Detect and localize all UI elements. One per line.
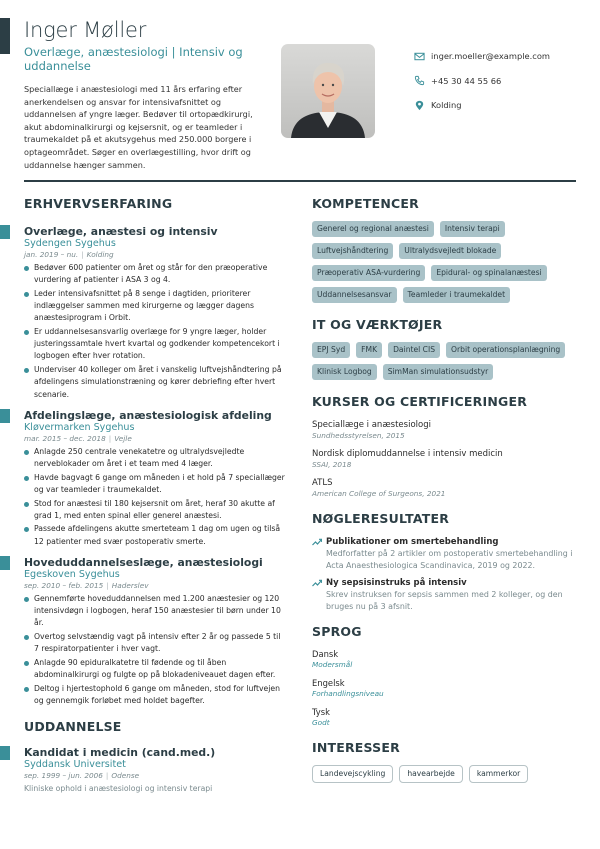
job-bullets (24, 593, 286, 707)
tool-tag: Orbit operationsplanlægning (446, 342, 565, 358)
job-dates: mar. 2015 – dec. 2018 (24, 433, 106, 443)
education-entry (24, 746, 286, 794)
language-level: Godt (312, 718, 330, 728)
job-entry (24, 556, 286, 707)
course-name: Nordisk diplomuddannelse i intensiv medicin (312, 449, 503, 459)
map-pin-icon (414, 100, 425, 111)
job-bullet: Havde bagvagt 6 gange om måneden i et hold på 7 speciallæger og var teamleder i traumekaldet. (24, 472, 286, 496)
result-description: Medforfatter på 2 artikler om postoperativ smertebehandling i Acta Anaesthesiologica Scandinavica, 2019 og 2022. (326, 549, 573, 570)
job-marker (0, 225, 10, 239)
results-heading: NØGLERESULTATER (312, 511, 450, 526)
profile-summary: Speciallæge i anæstesiologi med 11 års erfaring efter anerkendelsen og ansvar for intensivafsnittet og uddannelsen af yngre læger. Bedøver til ortopædkirurgi, akut abdominalkirurgi og kejsersnit, og er teamleder i traumekaldet på et akutsygehus med 250.000 borgere i optageområdet. Søger en overlægestilling, hvor drift og uddannelse hænger sammen. (24, 84, 253, 170)
interest-tag: kammerkor (469, 765, 528, 783)
course-org: American College of Surgeons, 2021 (312, 489, 446, 498)
competency-tag: Teamleder i traumekaldet (403, 287, 511, 303)
job-marker (0, 409, 10, 423)
competency-tags (312, 221, 576, 303)
languages-heading: SPROG (312, 624, 362, 640)
courses-heading: KURSER OG CERTIFICERINGER (312, 394, 528, 409)
language-item (312, 707, 576, 728)
result-item (312, 536, 576, 571)
competencies-heading: KOMPETENCER (312, 196, 419, 211)
job-location: Kolding (86, 250, 114, 259)
trend-up-icon (312, 538, 322, 546)
language-item (312, 678, 576, 699)
language-item (312, 649, 576, 670)
job-meta: sep. 2010 – feb. 2015 | Haderslev (24, 580, 149, 590)
language-name: Engelsk (312, 678, 345, 689)
job-company: Egeskoven Sygehus (24, 568, 120, 580)
job-bullet: Anlagde 250 centrale venekatetre og ultralydsvejledte nerveblokader om året i et team med 4 læger. (24, 446, 286, 470)
contact-email[interactable] (414, 44, 550, 69)
job-bullet: Er uddannelsesansvarlig overlæge for 9 yngre læger, holder justeringssamtale hvert kvartal og godkender kompetencekort i logbogen efter hver rotation. (24, 326, 286, 363)
result-item (312, 577, 576, 612)
course-list (312, 419, 576, 499)
candidate-name: Inger Møller (24, 18, 147, 42)
education-description: Kliniske ophold i anæstesiologi og intensiv terapi (24, 784, 213, 794)
language-list (312, 649, 576, 728)
contact-location (414, 93, 550, 118)
result-list (312, 536, 576, 612)
job-title: Overlæge, anæstesi og intensiv (24, 225, 218, 238)
trend-up-icon (312, 579, 322, 587)
tool-tag: Daintel CIS (388, 342, 440, 358)
language-name: Tysk (312, 707, 330, 718)
competency-tag: Ultralydsvejledt blokade (399, 243, 501, 259)
tools-heading: IT OG VÆRKTØJER (312, 317, 443, 332)
course-item (312, 419, 576, 441)
competency-tag: Epidural- og spinalanæstesi (431, 265, 546, 281)
language-level: Forhandlingsniveau (312, 689, 384, 699)
left-column (24, 196, 286, 802)
job-bullet: Overtog selvstændig vagt på intensiv efter 2 år og passede 5 til 7 respiratorpatienter i hver vagt. (24, 631, 286, 655)
education-dates: sep. 1999 – jun. 2006 (24, 771, 103, 781)
course-org: SSAI, 2018 (312, 460, 352, 469)
job-bullet: Deltog i hjertestophold 6 gange om måneden, stod for luftvejen og gennemgik forløbet med holdet bagefter. (24, 683, 286, 707)
profile-photo (281, 44, 375, 138)
job-bullets (24, 446, 286, 548)
tool-tag: SimMan simulationsudstyr (383, 364, 493, 380)
interest-tag: havearbejde (399, 765, 463, 783)
language-name: Dansk (312, 649, 339, 660)
course-item (312, 477, 576, 499)
job-bullet: Stod for anæstesi til 180 kejsersnit om året, heraf 30 akutte af grad 1, med enten spinal eller generel anæstesi. (24, 498, 286, 522)
job-marker (0, 556, 10, 570)
right-column (312, 196, 576, 797)
job-meta: jan. 2019 – nu. | Kolding (24, 250, 114, 259)
competency-tag: Generel og regional anæstesi (312, 221, 434, 237)
education-location: Odense (111, 771, 140, 781)
contact-phone[interactable] (414, 69, 550, 94)
job-bullet: Leder intensivafsnittet på 8 senge i dagtiden, prioriterer indlæggelser sammen med kirurgerne og lægger dagens anæstesiprogram i Orbit. (24, 288, 286, 325)
result-title: Publikationer om smertebehandling (326, 537, 499, 547)
course-org: Sundhedsstyrelsen, 2015 (312, 431, 405, 440)
job-bullet: Bedøver 600 patienter om året og står for den præoperative vurdering af patienter i ASA 3 og 4. (24, 262, 286, 286)
phone-text: +45 30 44 55 66 (431, 75, 502, 86)
location-text: Kolding (431, 100, 462, 111)
job-entry (24, 409, 286, 548)
job-location: Vejle (114, 433, 132, 443)
tool-tag: EPJ Syd (312, 342, 350, 358)
experience-heading: ERHVERVSERFARING (24, 196, 173, 211)
course-item (312, 448, 576, 470)
interests-heading: INTERESSER (312, 740, 400, 756)
course-name: Speciallæge i anæstesiologi (312, 420, 431, 430)
tool-tags (312, 342, 576, 380)
competency-tag: Uddannelsesansvar (312, 287, 397, 303)
header-accent-bar (0, 18, 10, 54)
degree-title: Kandidat i medicin (cand.med.) (24, 746, 216, 760)
competency-tag: Luftvejshåndtering (312, 243, 393, 259)
interest-tag: Landevejscykling (312, 765, 393, 783)
competency-tag: Præoperativ ASA-vurdering (312, 265, 425, 281)
result-description: Skrev instruksen for sepsis sammen med 2 kolleger, og den bruges nu på 3 afsnit. (326, 590, 563, 611)
job-dates: sep. 2010 – feb. 2015 (24, 580, 104, 590)
mail-icon (414, 51, 425, 62)
job-title: Hoveduddannelseslæge, anæstesiologi (24, 555, 263, 569)
job-bullet: Passede afdelingens akutte smerteteam 1 dag om ugen og tilså 12 patienter med svær postoperativ smerte. (24, 523, 286, 547)
result-title: Ny sepsisinstruks på intensiv (326, 578, 467, 589)
candidate-title: Overlæge, anæstesiologi | Intensiv og uddannelse (24, 45, 243, 73)
education-heading: UDDANNELSE (24, 719, 122, 735)
competency-tag: Intensiv terapi (440, 221, 505, 237)
contact-info (414, 44, 550, 118)
job-entry (24, 225, 286, 401)
course-name: ATLS (312, 478, 333, 488)
header-divider (24, 180, 576, 182)
interest-tags (312, 765, 576, 783)
job-company: Kløvermarken Sygehus (24, 421, 135, 433)
email-text: inger.moeller@example.com (431, 51, 550, 62)
phone-icon (414, 75, 425, 86)
education-marker (0, 746, 10, 760)
header (24, 18, 260, 171)
job-meta: mar. 2015 – dec. 2018 | Vejle (24, 433, 132, 443)
job-company: Sydengen Sygehus (24, 238, 116, 249)
job-bullet: Gennemførte hoveduddannelsen med 1.200 anæstesier og 120 intensivdøgn i logbogen, heraf 150 anæstesier til børn under 10 år. (24, 593, 286, 630)
education-meta: sep. 1999 – jun. 2006 | Odense (24, 771, 140, 781)
tool-tag: FMK (356, 342, 382, 358)
tool-tag: Klinisk Logbog (312, 364, 377, 380)
school-name: Syddansk Universitet (24, 759, 126, 771)
language-level: Modersmål (312, 660, 353, 670)
job-dates: jan. 2019 – nu. (24, 250, 79, 259)
job-bullet: Underviser 40 kolleger om året i vanskelig luftvejshåndtering på afdelingens simulationstræning og kører debriefing efter hvert scenarie. (24, 364, 286, 401)
job-title: Afdelingslæge, anæstesiologisk afdeling (24, 408, 272, 422)
job-bullets (24, 262, 286, 401)
job-location: Haderslev (111, 580, 149, 590)
job-bullet: Anlagde 90 epiduralkatetre til fødende og til åben abdominalkirurgi og fulgte op på blokadeniveauet dagen efter. (24, 657, 286, 681)
